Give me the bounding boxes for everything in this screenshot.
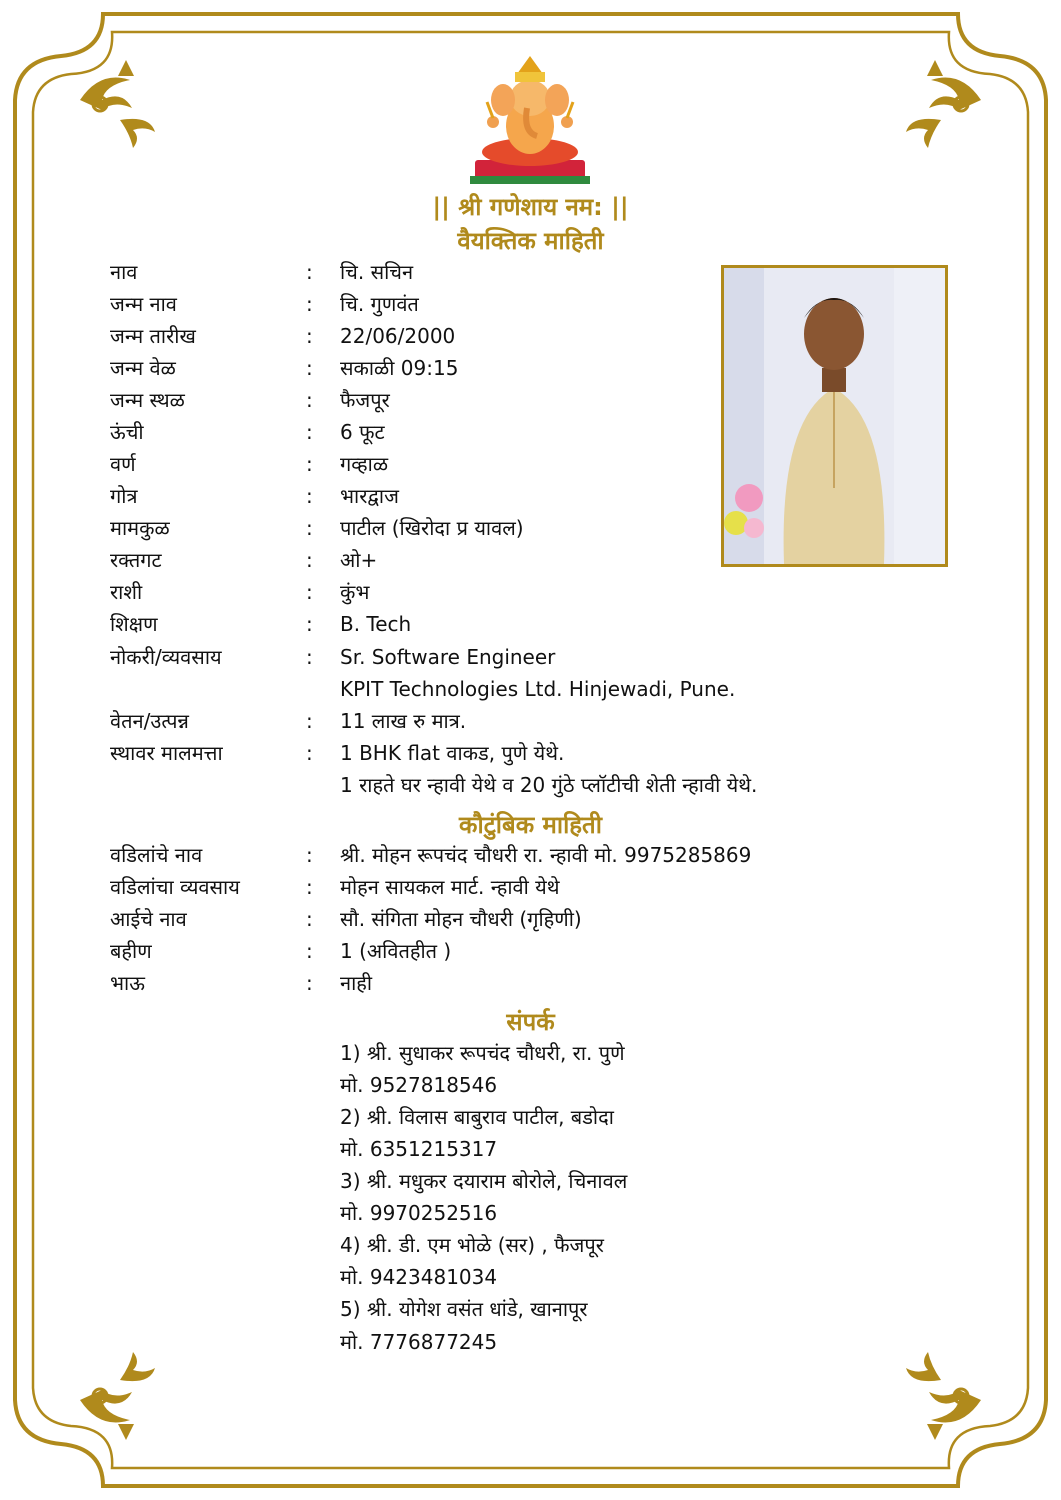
contact-phone: मो. 7776877245: [340, 1330, 498, 1354]
mantra-heading: || श्री गणेशाय नम: ||: [432, 193, 629, 221]
contact-line: 1) श्री. सुधाकर रूपचंद चौधरी, रा. पुणे: [340, 1041, 625, 1065]
contact-heading: संपर्क: [506, 1008, 555, 1036]
contact-phone: मो. 6351215317: [340, 1137, 498, 1161]
person-icon: [724, 268, 945, 564]
family-info-heading: कौटुंबिक माहिती: [459, 811, 602, 839]
corner-ornament-bottom-left: [80, 1352, 155, 1440]
corner-ornament-top-left: [80, 60, 155, 148]
personal-info-heading: वैयक्तिक माहिती: [457, 227, 604, 255]
profile-photo: [721, 265, 948, 567]
contact-line: 2) श्री. विलास बाबुराव पाटील, बडोदा: [340, 1105, 614, 1129]
corner-ornament-bottom-right: [906, 1352, 981, 1440]
contact-phone: मो. 9527818546: [340, 1073, 498, 1097]
contact-line: 3) श्री. मधुकर दयाराम बोरोले, चिनावल: [340, 1169, 628, 1193]
contact-phone: मो. 9423481034: [340, 1265, 498, 1289]
corner-ornament-top-right: [906, 60, 981, 148]
ganesha-icon: [465, 56, 595, 186]
contact-line: 5) श्री. योगेश वसंत धांडे, खानापूर: [340, 1297, 588, 1321]
contact-phone: मो. 9970252516: [340, 1201, 498, 1225]
contact-line: 4) श्री. डी. एम भोळे (सर) , फैजपूर: [340, 1233, 604, 1257]
